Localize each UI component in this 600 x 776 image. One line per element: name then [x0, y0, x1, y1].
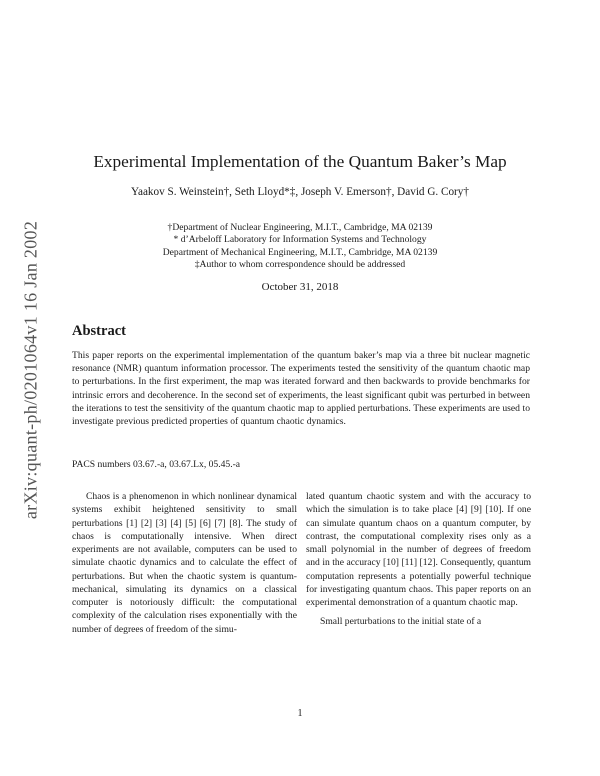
affiliation-3: Department of Mechanical Engineering, M.I.T., Cambridge, MA 02139 [162, 247, 438, 258]
author-list: Yaakov S. Weinstein†, Seth Lloyd*‡, Joseph V. Emerson†, David G. Cory† [131, 186, 469, 198]
paper-title: Experimental Implementation of the Quantum Baker’s Map [93, 152, 507, 171]
body-right-column [306, 490, 531, 629]
abstract-text: This paper reports on the experimental implementation of the quantum baker’s map via a three bit nuclear magnetic resonance (NMR) quantum information processor. The experiments tested the sensitivity of the quantum chaotic map to perturbations. In the first experiment, the map was iterated forward and then backwards to provide benchmarks for intrinsic errors and decoherence. In the second set of experiments, the least significant qubit was perturbed in between the iterations to test the sensitivity of the quantum chaotic map to applied perturbations. These experiments are used to investigate previous predicted properties of quantum chaotic dynamics. [72, 350, 530, 428]
affiliation-4: ‡Author to whom correspondence should be addressed [194, 259, 406, 270]
affiliation-1: †Department of Nuclear Engineering, M.I.T., Cambridge, MA 02139 [167, 222, 433, 233]
paragraph-text: Chaos is a phenomenon in which nonlinear dynamical systems exhibit heightened sensitivity to small perturbations [1] [2] [3] [4] [5] [6] [7] [8]. The study of chaos is computationally intensive. When direct experiments are not available, computers can be used to simulate chaotic dynamics and to calculate the effect of perturbations. But when the chaotic system is quantum-mechanical, simulating its dynamics on a classical computer is notoriously difficult: the computational complexity of the calculation rises exponentially with the number of degrees of freedom of the simu- [72, 491, 297, 635]
pacs-numbers: PACS numbers 03.67.-a, 03.67.Lx, 05.45.-a [72, 459, 241, 470]
page-number: 1 [297, 708, 303, 719]
affiliation-2: * d’Arbeloff Laboratory for Information Systems and Technology [173, 234, 427, 245]
arxiv-side-stamp [19, 160, 43, 580]
body-paragraph [306, 615, 531, 628]
body-left-column [72, 490, 297, 636]
abstract-heading: Abstract [72, 323, 126, 339]
paragraph-text: Small perturbations to the initial state of a [320, 616, 482, 628]
arxiv-identifier: arXiv:quant-ph/0201064v1 16 Jan 2002 [20, 220, 41, 520]
paper-date: October 31, 2018 [261, 281, 339, 293]
body-paragraph-continued: lated quantum chaotic system and with the accuracy to which the simulation is to take place [4] [9] [10]. If one can simulate quantum chaos on a quantum computer, by contrast, the computational complexity rises only as a small polynomial in the number of degrees of freedom and in the accuracy [10] [11] [12]. Consequently, quantum computation represents a potentially powerful technique for investigating quantum chaos. This paper reports on an experimental demonstration of a quantum chaotic map. [306, 491, 531, 608]
body-paragraph [72, 490, 297, 636]
